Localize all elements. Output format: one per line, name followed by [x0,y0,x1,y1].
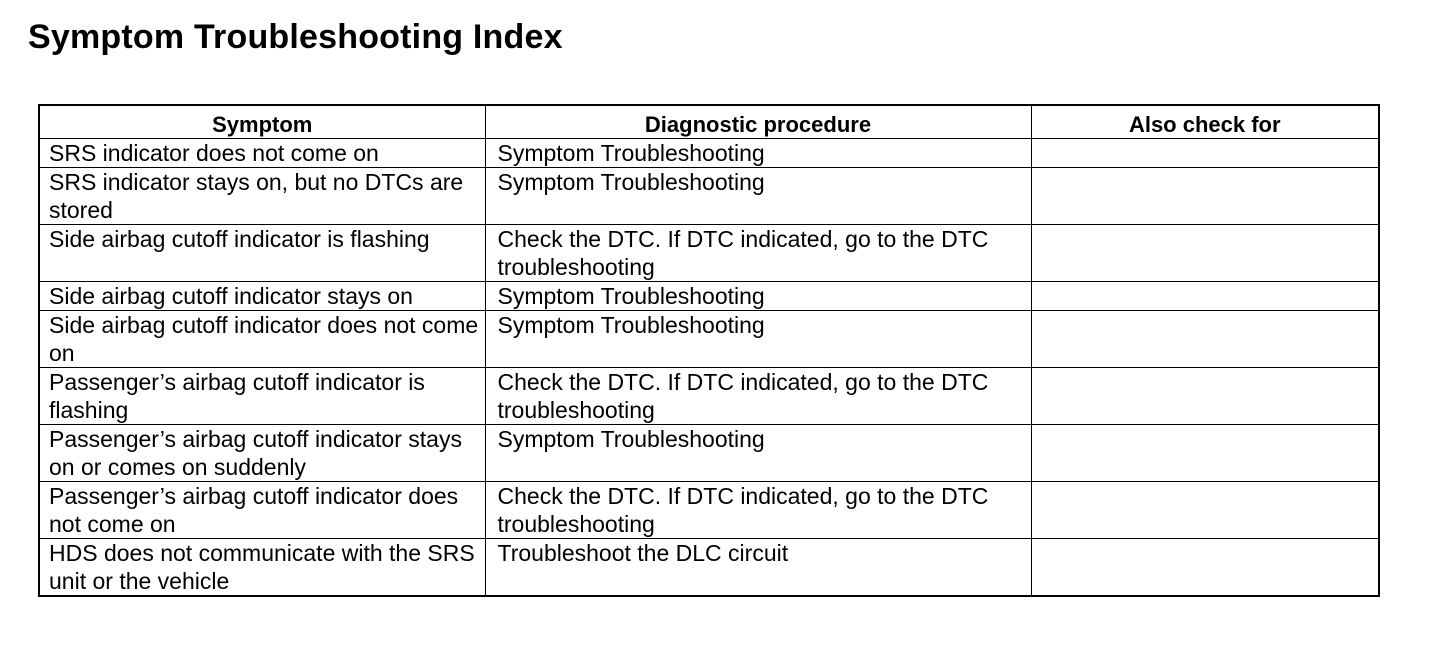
procedure-cell: Symptom Troubleshooting [485,282,1031,311]
page-title: Symptom Troubleshooting Index [28,18,563,56]
table-header-row [39,105,1379,139]
procedure-cell: Check the DTC. If DTC indicated, go to the DTC troubleshooting [485,482,1031,539]
symptom-cell: Passenger’s airbag cutoff indicator does not come on [39,482,485,539]
table-row [39,168,1379,225]
table-row [39,311,1379,368]
procedure-cell: Troubleshoot the DLC circuit [485,539,1031,597]
procedure-cell: Symptom Troubleshooting [485,139,1031,168]
procedure-cell: Check the DTC. If DTC indicated, go to the DTC troubleshooting [485,368,1031,425]
header-symptom: Symptom [39,105,485,139]
also-check-cell [1031,539,1379,597]
procedure-cell: Symptom Troubleshooting [485,168,1031,225]
table-row [39,139,1379,168]
symptom-cell: Side airbag cutoff indicator does not come on [39,311,485,368]
table-row [39,368,1379,425]
procedure-cell: Symptom Troubleshooting [485,425,1031,482]
header-also-check-for: Also check for [1031,105,1379,139]
symptom-cell: SRS indicator does not come on [39,139,485,168]
also-check-cell [1031,368,1379,425]
also-check-cell [1031,425,1379,482]
table-row [39,282,1379,311]
also-check-cell [1031,168,1379,225]
header-diagnostic-procedure: Diagnostic procedure [485,105,1031,139]
symptom-cell: Passenger’s airbag cutoff indicator is flashing [39,368,485,425]
procedure-cell: Check the DTC. If DTC indicated, go to the DTC troubleshooting [485,225,1031,282]
also-check-cell [1031,311,1379,368]
also-check-cell [1031,482,1379,539]
table-row [39,482,1379,539]
also-check-cell [1031,139,1379,168]
table-row [39,425,1379,482]
symptom-cell: Passenger’s airbag cutoff indicator stays on or comes on suddenly [39,425,485,482]
symptom-cell: Side airbag cutoff indicator stays on [39,282,485,311]
table-row [39,539,1379,597]
table-row [39,225,1379,282]
symptom-cell: Side airbag cutoff indicator is flashing [39,225,485,282]
symptom-cell: HDS does not communicate with the SRS unit or the vehicle [39,539,485,597]
also-check-cell [1031,282,1379,311]
symptom-index-table [38,104,1380,597]
also-check-cell [1031,225,1379,282]
symptom-cell: SRS indicator stays on, but no DTCs are stored [39,168,485,225]
procedure-cell: Symptom Troubleshooting [485,311,1031,368]
